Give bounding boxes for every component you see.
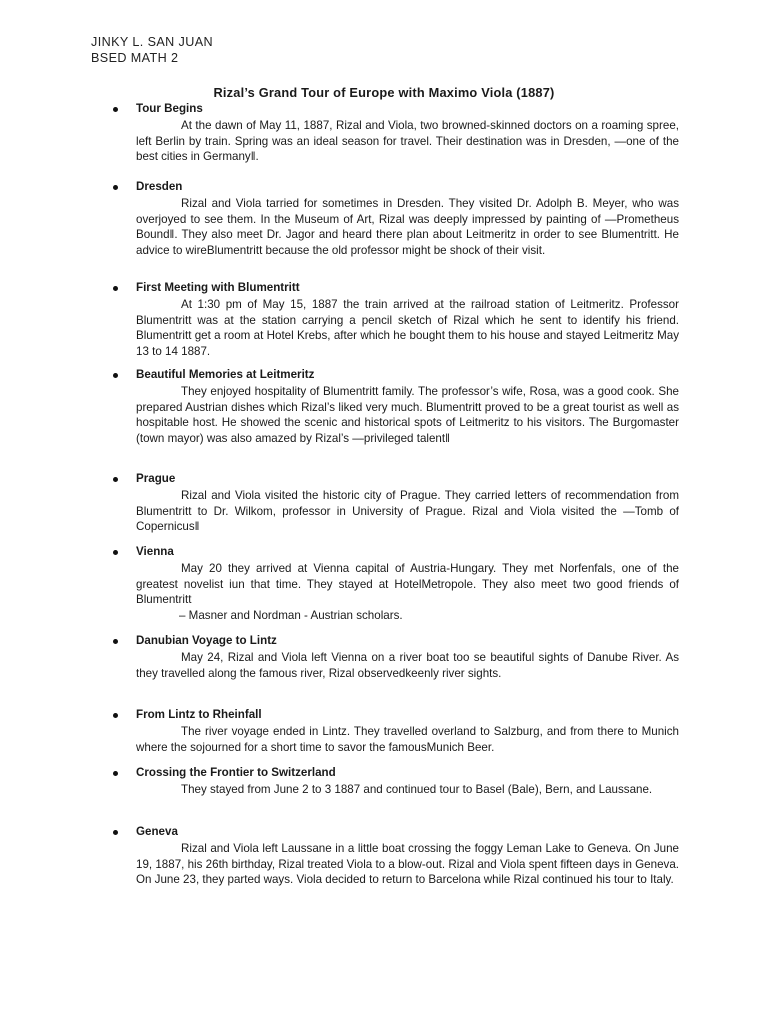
section-heading: Beautiful Memories at Leitmeritz xyxy=(136,368,315,381)
bullet-icon xyxy=(113,477,118,482)
section-heading: From Lintz to Rheinfall xyxy=(136,708,262,721)
section-body: May 20 they arrived at Vienna capital of Austria-Hungary. They met Norfenfals, one of the greatest novelist iun that time. They stayed at HotelMetropole. They also meet two good friends of Blumentritt – Masner and Nordman - Austrian scholars. xyxy=(136,562,679,622)
bullet-icon xyxy=(113,185,118,190)
section-heading: First Meeting with Blumentritt xyxy=(136,281,300,294)
bullet-icon xyxy=(113,771,118,776)
section-heading: Crossing the Frontier to Switzerland xyxy=(136,766,336,779)
section-body: At 1:30 pm of May 15, 1887 the train arrived at the railroad station of Leitmeritz. Professor Blumentritt was at the station carrying a pencil sketch of Rizal which he sent to identify his friend. Blumentritt get a room at Hotel Krebs, after which he bought them to his house and stayed Leitmeritz May 13 to 14 1887. xyxy=(136,298,679,358)
section-body: At the dawn of May 11, 1887, Rizal and Viola, two browned-skinned doctors on a roaming spree, left Berlin by train. Spring was an ideal season for travel. Their destination was in Dresden, ―one of the best cities in Germany‖. xyxy=(136,119,679,163)
bullet-icon xyxy=(113,107,118,112)
section-heading: Geneva xyxy=(136,825,178,838)
bullet-icon xyxy=(113,373,118,378)
section-heading: Prague xyxy=(136,472,176,485)
section-body: Rizal and Viola visited the historic city of Prague. They carried letters of recommendation from Blumentritt to Dr. Wilkom, professor in University of Prague. Rizal and Viola visited the ―Tomb of Copernicus‖ xyxy=(136,489,679,533)
bullet-icon xyxy=(113,286,118,291)
bullet-icon xyxy=(113,830,118,835)
section-heading: Danubian Voyage to Lintz xyxy=(136,634,277,647)
author-name: JINKY L. SAN JUAN xyxy=(91,35,214,49)
bullet-icon xyxy=(113,713,118,718)
section-heading: Vienna xyxy=(136,545,174,558)
section-extra-line: – Masner and Nordman - Austrian scholars. xyxy=(179,608,403,622)
section-body: Rizal and Viola tarried for sometimes in Dresden. They visited Dr. Adolph B. Meyer, who was overjoyed to see them. In the Museum of Art, Rizal was deeply impressed by painting of ―Prometheus Bound‖. They also meet Dr. Jagor and heard there plan about Leitmeritz in order to see Blumentritt. He advice to wireBlumentritt because the old professor might be shock of their visit. xyxy=(136,197,679,257)
section-heading: Tour Begins xyxy=(136,102,203,115)
document-title: Rizal’s Grand Tour of Europe with Maximo Viola (1887) xyxy=(213,85,555,100)
section-body: Rizal and Viola left Laussane in a little boat crossing the foggy Leman Lake to Geneva. On June 19, 1887, his 26th birthday, Rizal treated Viola to a blow-out. Rizal and Viola spent fifteen days in Geneva. On June 23, they parted ways. Viola decided to return to Barcelona while Rizal continued his tour to Italy. xyxy=(136,842,679,886)
section-body: They enjoyed hospitality of Blumentritt family. The professor’s wife, Rosa, was a good cook. She prepared Austrian dishes which Rizal’s liked very much. Blumentritt proved to be a great tourist as well as hospitable host. He showed the scenic and historical spots of Leitmeritz to his visitors. The Burgomaster (town mayor) was also amazed by Rizal’s ―privileged talent‖ xyxy=(136,385,679,445)
section-body: May 24, Rizal and Viola left Vienna on a river boat too se beautiful sights of Danube River. As they travelled along the famous river, Rizal observedkeenly river sights. xyxy=(136,651,679,680)
section-heading: Dresden xyxy=(136,180,183,193)
bullet-icon xyxy=(113,639,118,644)
section-body: The river voyage ended in Lintz. They travelled overland to Salzburg, and from there to Munich where the sojourned for a short time to savor the famousMunich Beer. xyxy=(136,725,679,754)
course-label: BSED MATH 2 xyxy=(91,51,179,65)
bullet-icon xyxy=(113,550,118,555)
section-body: They stayed from June 2 to 3 1887 and continued tour to Basel (Bale), Bern, and Laussane. xyxy=(181,783,653,796)
